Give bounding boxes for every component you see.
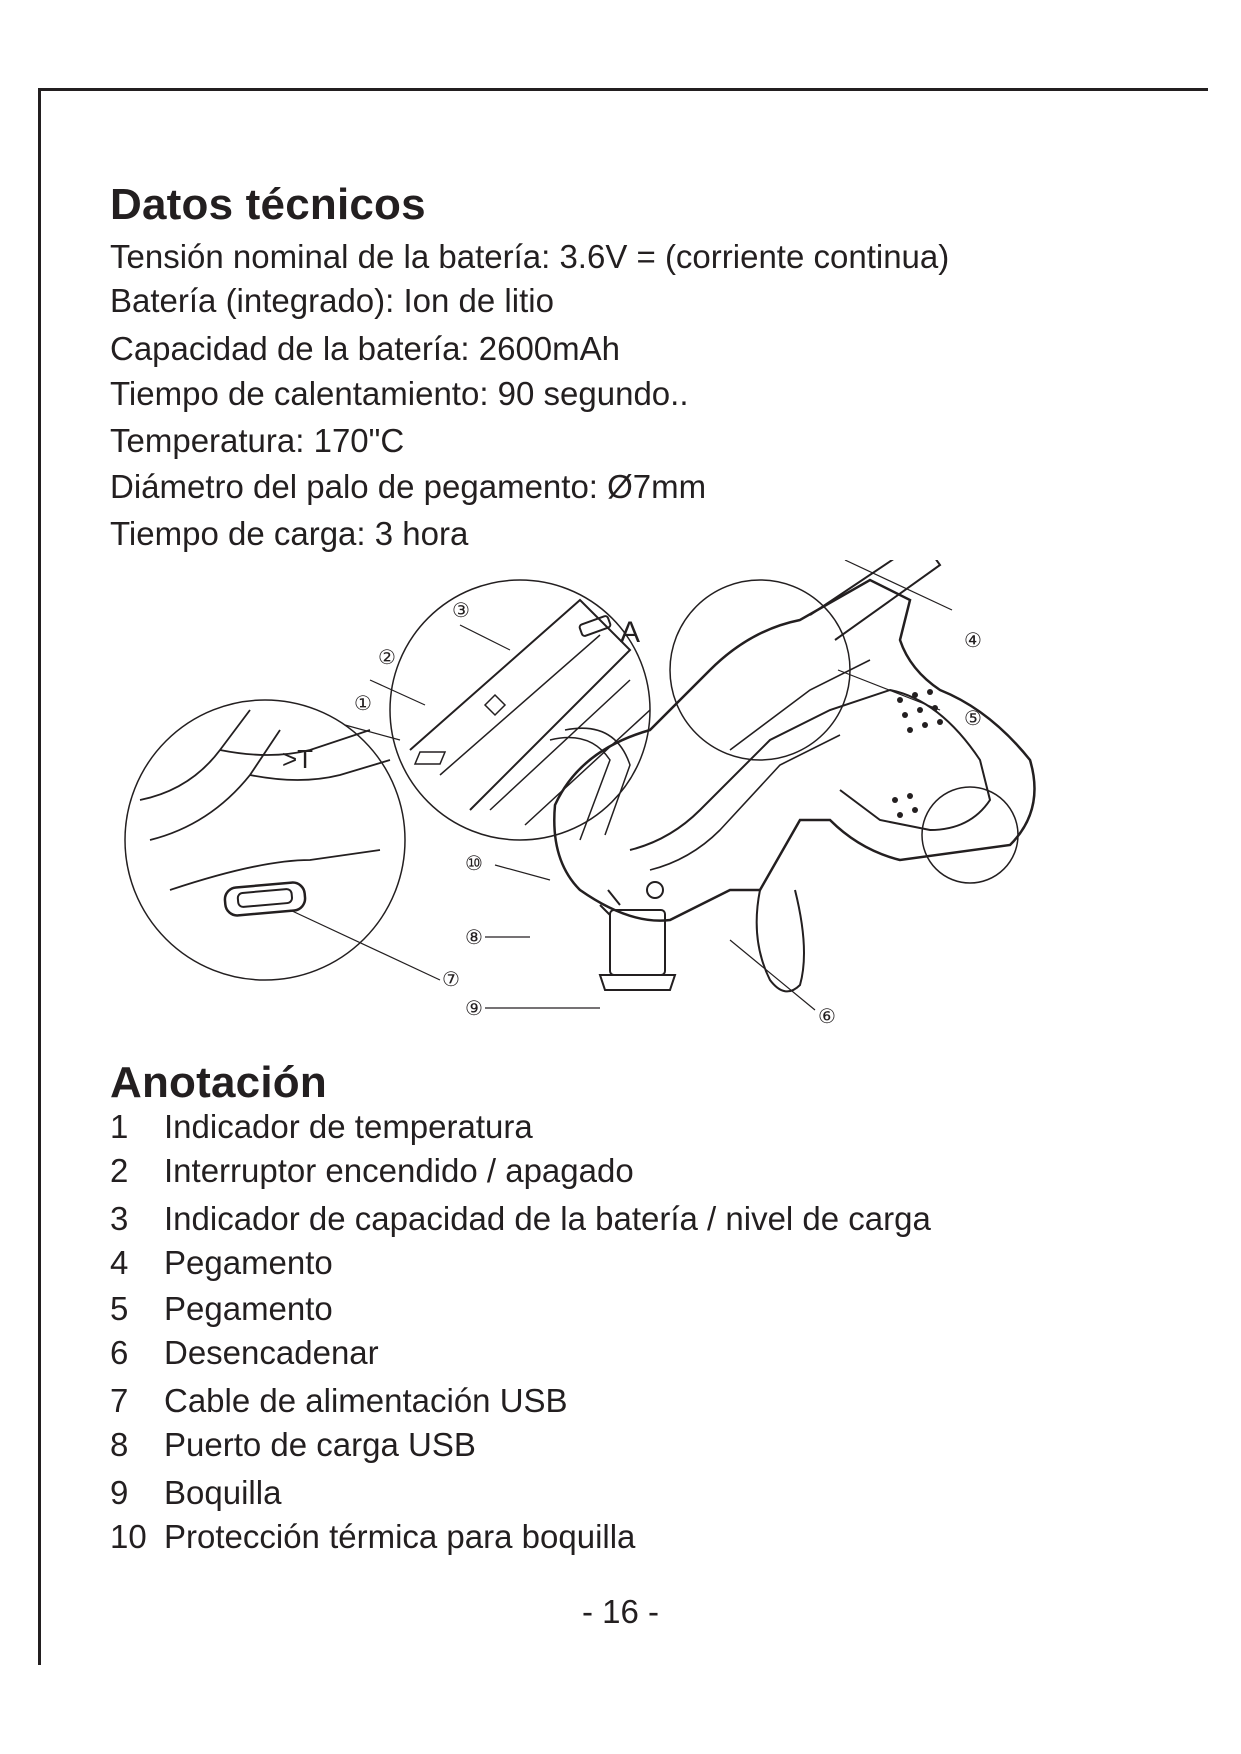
callout-1: ① xyxy=(354,691,372,715)
section-title-notes: Anotación xyxy=(110,1058,327,1107)
spec-line: Batería (integrado): Ion de litio xyxy=(110,282,554,319)
note-item xyxy=(110,1518,635,1556)
note-text: Indicador de capacidad de la batería / nivel de carga xyxy=(164,1200,931,1237)
svg-text:>T: >T xyxy=(282,744,314,774)
callout-7: ⑦ xyxy=(442,967,460,991)
callout-8: ⑧ xyxy=(465,925,483,949)
glue-gun-drawing xyxy=(125,560,1035,1010)
spec-line: Diámetro del palo de pegamento: Ø7mm xyxy=(110,468,707,505)
callout-10: ⑩ xyxy=(465,851,483,875)
spec-line: Tiempo de calentamiento: 90 segundo.. xyxy=(110,375,689,412)
spec-line: Temperatura: 170"C xyxy=(110,422,405,459)
note-item xyxy=(110,1152,634,1190)
note-number: 2 xyxy=(110,1152,129,1189)
section-title-specs: Datos técnicos xyxy=(110,180,426,229)
note-number: 10 xyxy=(110,1518,147,1555)
note-text: Pegamento xyxy=(164,1244,333,1281)
note-item xyxy=(110,1290,333,1328)
note-number: 8 xyxy=(110,1426,129,1463)
note-number: 1 xyxy=(110,1108,129,1145)
note-item xyxy=(110,1474,281,1512)
note-text: Cable de alimentación USB xyxy=(164,1382,568,1419)
note-text: Pegamento xyxy=(164,1290,333,1327)
detail-circle-usb xyxy=(125,700,405,980)
note-text: Interruptor encendido / apagado xyxy=(164,1152,634,1189)
page-number: - 16 - xyxy=(581,1593,660,1630)
note-number: 6 xyxy=(110,1334,129,1371)
callout-9: ⑨ xyxy=(465,996,483,1020)
note-item xyxy=(110,1200,931,1238)
note-number: 9 xyxy=(110,1474,129,1511)
note-item xyxy=(110,1382,568,1420)
view-label-a: A xyxy=(620,616,641,649)
callout-4: ④ xyxy=(964,628,982,652)
note-item xyxy=(110,1244,333,1282)
note-number: 7 xyxy=(110,1382,129,1419)
callout-3: ③ xyxy=(452,598,470,622)
note-number: 4 xyxy=(110,1244,129,1281)
note-text: Protección térmica para boquilla xyxy=(164,1518,636,1555)
callout-6: ⑥ xyxy=(818,1004,836,1028)
note-number: 3 xyxy=(110,1200,129,1237)
detail-circle-switch xyxy=(390,580,650,840)
note-text: Indicador de temperatura xyxy=(164,1108,533,1145)
note-text: Desencadenar xyxy=(164,1334,379,1371)
note-number: 5 xyxy=(110,1290,129,1327)
spec-line: Tensión nominal de la batería: 3.6V = (corriente continua) xyxy=(110,238,950,275)
spec-line: Tiempo de carga: 3 hora xyxy=(110,515,469,552)
page-frame-top xyxy=(38,88,1208,91)
callout-2: ② xyxy=(378,645,396,669)
note-text: Boquilla xyxy=(164,1474,282,1511)
page-frame-left xyxy=(38,88,41,1665)
note-text: Puerto de carga USB xyxy=(164,1426,476,1463)
callout-5: ⑤ xyxy=(964,706,982,730)
note-item xyxy=(110,1108,533,1146)
note-item xyxy=(110,1334,379,1372)
note-item xyxy=(110,1426,476,1464)
spec-line: Capacidad de la batería: 2600mAh xyxy=(110,330,621,367)
glue-gun-diagram xyxy=(110,560,1110,1050)
